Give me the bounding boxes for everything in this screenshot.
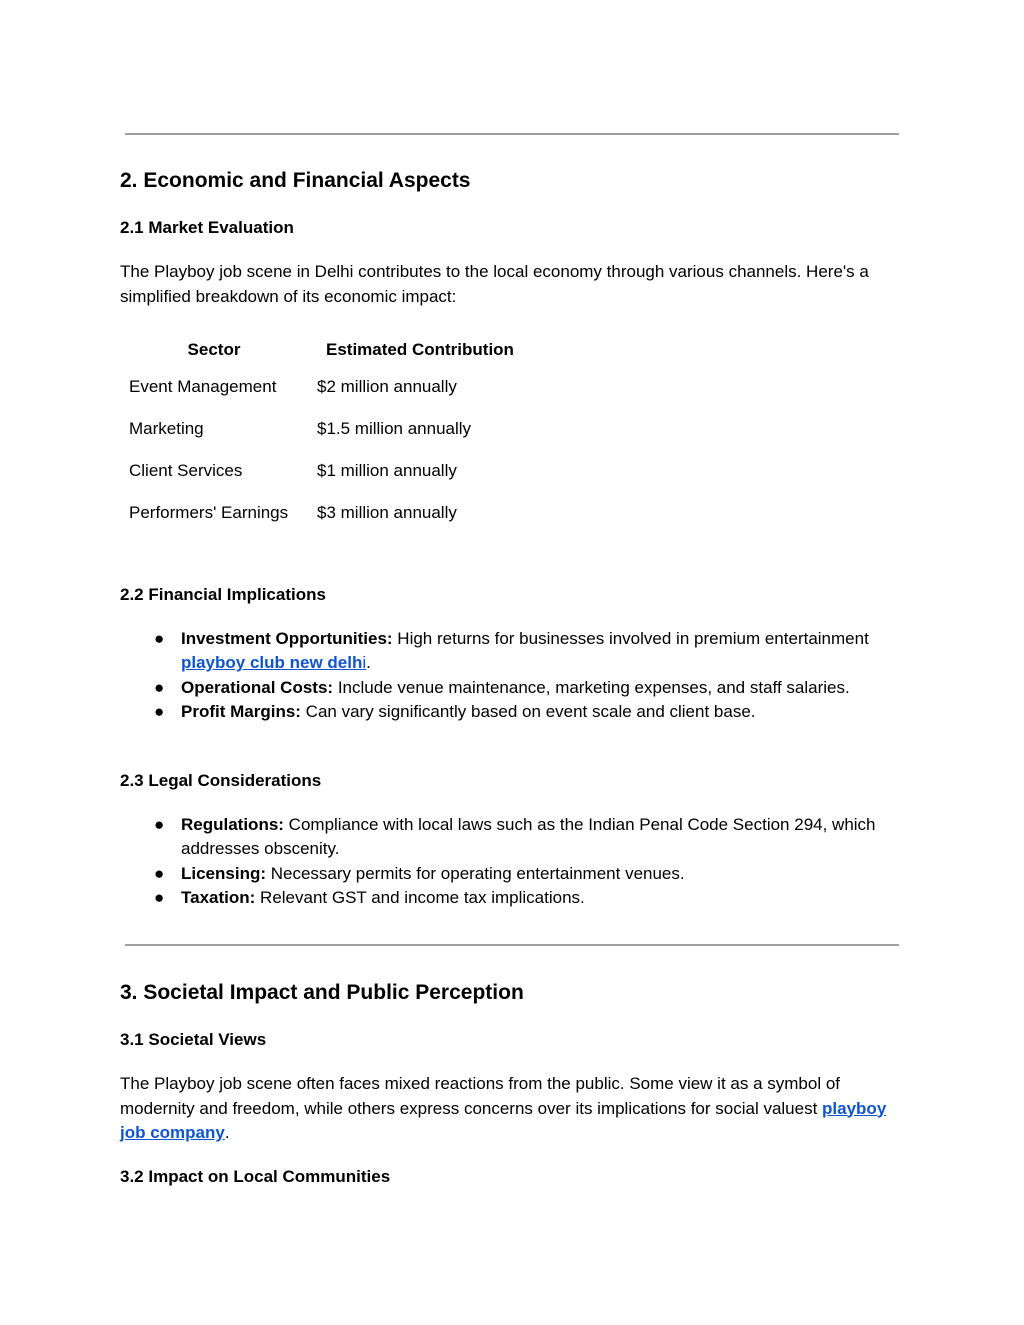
- list-item-end: .: [366, 653, 371, 673]
- list-item-text: Include venue maintenance, marketing expenses, and staff salaries.: [333, 677, 850, 697]
- table-row: [120, 408, 595, 450]
- table-header-sector: Sector: [187, 340, 241, 359]
- list-item: [120, 627, 880, 676]
- table-header-row: [120, 334, 595, 366]
- financial-implications-list: [120, 627, 880, 724]
- table-cell-contribution: $2 million annually: [317, 377, 457, 396]
- list-item-text: Necessary permits for operating entertainment venues.: [266, 863, 685, 883]
- bullet-icon: ●: [154, 887, 165, 907]
- list-item: [120, 813, 880, 862]
- table-cell-sector: Event Management: [129, 377, 277, 396]
- bullet-icon: ●: [154, 701, 165, 721]
- list-item-label: Investment Opportunities:: [181, 629, 393, 648]
- list-item-label: Profit Margins:: [181, 701, 301, 721]
- list-item-text: Compliance with local laws such as the Indian Penal Code Section 294, which addresses obscenity.: [181, 815, 876, 859]
- societal-views-body: The Playboy job scene often faces mixed reactions from the public. Some view it as a symbol of modernity and freedom, while others express concerns over its implications for social valuest: [120, 1074, 841, 1118]
- list-item-label: Regulations:: [181, 815, 284, 834]
- list-item: [120, 862, 880, 886]
- table-cell-sector: Marketing: [129, 419, 204, 438]
- table-row: [120, 492, 595, 534]
- table-row: [120, 450, 595, 492]
- bullet-icon: ●: [154, 677, 165, 697]
- bullet-icon: ●: [154, 863, 165, 883]
- list-item: [120, 886, 880, 910]
- horizontal-rule: [125, 944, 899, 946]
- list-item: [120, 700, 880, 724]
- market-evaluation-heading: 2.1 Market Evaluation: [120, 218, 294, 237]
- contribution-table: [120, 334, 595, 534]
- table-row: [120, 366, 595, 408]
- bullet-icon: ●: [154, 815, 165, 834]
- market-evaluation-intro: The Playboy job scene in Delhi contributes to the local economy through various channels. Here's a simplified breakdown of its economic impact:: [120, 262, 869, 306]
- bullet-icon: ●: [154, 629, 165, 648]
- list-item-text: Can vary significantly based on event scale and client base.: [300, 701, 756, 721]
- list-item-text: High returns for businesses involved in premium entertainment: [392, 629, 869, 648]
- horizontal-rule: [125, 133, 899, 135]
- societal-views-text: [120, 1072, 910, 1146]
- playboy-job-company-link[interactable]: playboy job company: [120, 1098, 887, 1142]
- legal-considerations-list: [120, 813, 880, 910]
- table-cell-contribution: $3 million annually: [317, 503, 457, 522]
- table-cell-sector: Client Services: [129, 461, 243, 480]
- section-2-title: 2. Economic and Financial Aspects: [120, 169, 471, 192]
- playboy-club-new-delhi-link[interactable]: playboy club new delh: [181, 653, 363, 673]
- financial-implications-heading: 2.2 Financial Implications: [120, 585, 326, 604]
- table-header-contribution: Estimated Contribution: [326, 340, 514, 359]
- societal-views-heading: 3.1 Societal Views: [120, 1030, 267, 1049]
- table-cell-sector: Performers' Earnings: [129, 503, 289, 522]
- section-3-title: 3. Societal Impact and Public Perception: [120, 981, 524, 1004]
- list-item-label: Operational Costs:: [181, 677, 334, 697]
- list-item: [120, 676, 880, 700]
- list-item-label: Licensing:: [181, 863, 267, 883]
- list-item-label: Taxation:: [181, 887, 256, 907]
- list-item-text: Relevant GST and income tax implications.: [255, 887, 585, 907]
- table-cell-contribution: $1 million annually: [317, 461, 457, 480]
- local-communities-heading: 3.2 Impact on Local Communities: [120, 1167, 391, 1186]
- legal-considerations-heading: 2.3 Legal Considerations: [120, 771, 322, 790]
- table-cell-contribution: $1.5 million annually: [317, 419, 472, 438]
- societal-views-end: .: [224, 1123, 230, 1142]
- playboy-club-link-tail[interactable]: i: [362, 653, 367, 673]
